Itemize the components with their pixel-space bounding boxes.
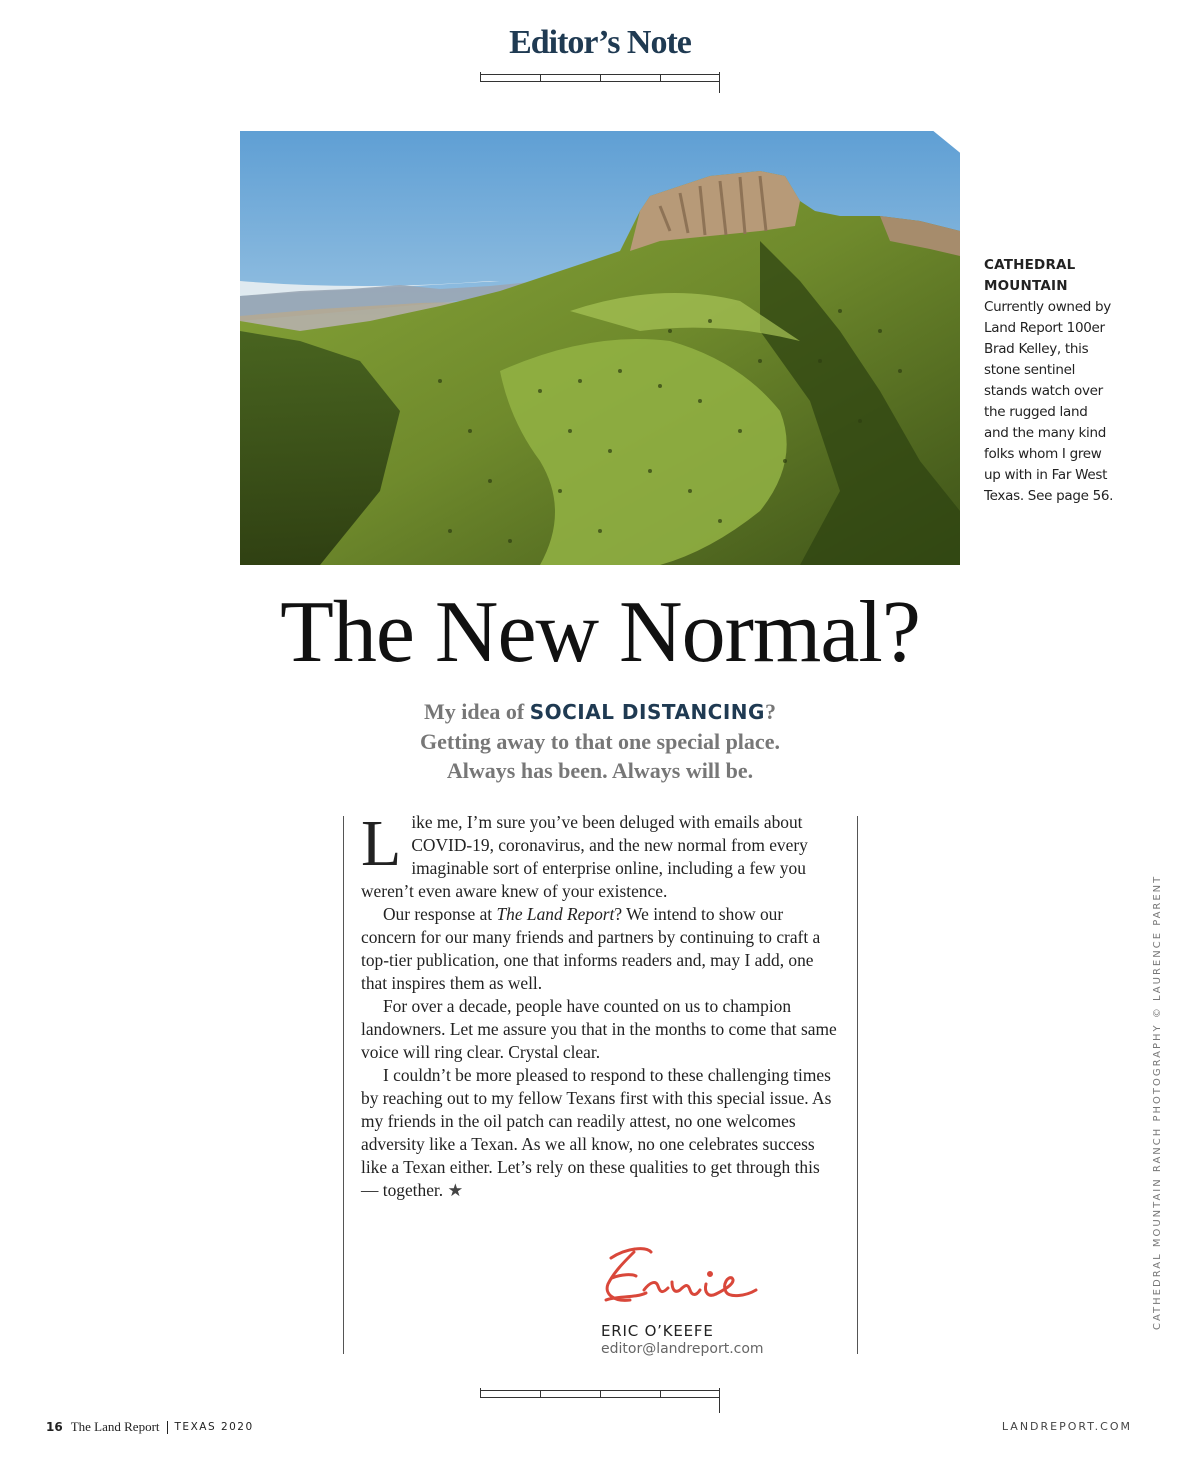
deck-highlight: SOCIAL DISTANCING <box>529 700 765 724</box>
column-rule-right <box>857 816 858 1354</box>
bottom-ornament-rule <box>480 1388 720 1408</box>
article-body <box>361 807 837 1202</box>
issue-label: TEXAS 2020 <box>174 1421 254 1433</box>
photo-caption <box>984 255 1114 507</box>
magazine-name-italic: The Land Report <box>496 904 615 924</box>
drop-cap: L <box>361 807 402 880</box>
deck-line3: Always has been. Always will be. <box>446 758 754 783</box>
column-rule-left <box>343 816 344 1354</box>
end-mark-star-icon: ★ <box>447 1180 464 1200</box>
page-number: 16 <box>46 1420 63 1434</box>
signature-image <box>596 1238 766 1318</box>
website-link[interactable]: LANDREPORT.COM <box>1001 1420 1132 1433</box>
article-headline: The New Normal? <box>280 584 920 681</box>
deck-line1-pre: My idea of <box>424 699 530 724</box>
paragraph-4: I couldn’t be more pleased to respond to these challenging times by reaching out to my fellow Texans first with this special issue. As my friends in the oil patch can readily attest, no one welcomes adversity like a Texan. As we all know, no one celebrates success like a Texan either. Let’s rely on these qualities to get through this — together. ★ <box>361 1065 832 1200</box>
article-deck <box>0 697 1200 785</box>
top-ornament-rule <box>480 72 720 92</box>
footer-divider <box>167 1421 168 1434</box>
paragraph-2: Our response at The Land Report? We intend to show our concern for our many friends and partners by continuing to craft a top-tier publication, one that informs readers and, may I add, one that inspires them as well. <box>361 904 821 993</box>
deck-line1-post: ? <box>764 699 776 724</box>
magazine-name: The Land Report <box>70 1419 160 1434</box>
photo-credit: CATHEDRAL MOUNTAIN RANCH PHOTOGRAPHY © LAURENCE PARENT <box>1152 874 1163 1330</box>
mountain-photo <box>240 131 960 565</box>
section-title: Editor’s Note <box>509 24 691 61</box>
author-email-link[interactable]: editor@landreport.com <box>601 1341 764 1357</box>
author-name: ERIC O’KEEFE <box>601 1322 714 1340</box>
deck-line2: Getting away to that one special place. <box>420 729 780 754</box>
paragraph-1: Like me, I’m sure you’ve been deluged with emails about COVID-19, coronavirus, and the new normal from every imaginable sort of enterprise online, including a few you weren’t even aware knew of your existence. <box>361 807 808 901</box>
footer-folio <box>46 1419 254 1435</box>
caption-text: Currently owned by Land Report 100er Brad Kelley, this stone sentinel stands watch over the rugged land and the many kind folks whom I grew up with in Far West Texas. See page 56. <box>984 299 1114 504</box>
paragraph-3: For over a decade, people have counted on us to champion landowners. Let me assure you that in the months to come that same voice will ring clear. Crystal clear. <box>361 996 837 1062</box>
caption-title: CATHEDRAL MOUNTAIN <box>984 257 1076 294</box>
